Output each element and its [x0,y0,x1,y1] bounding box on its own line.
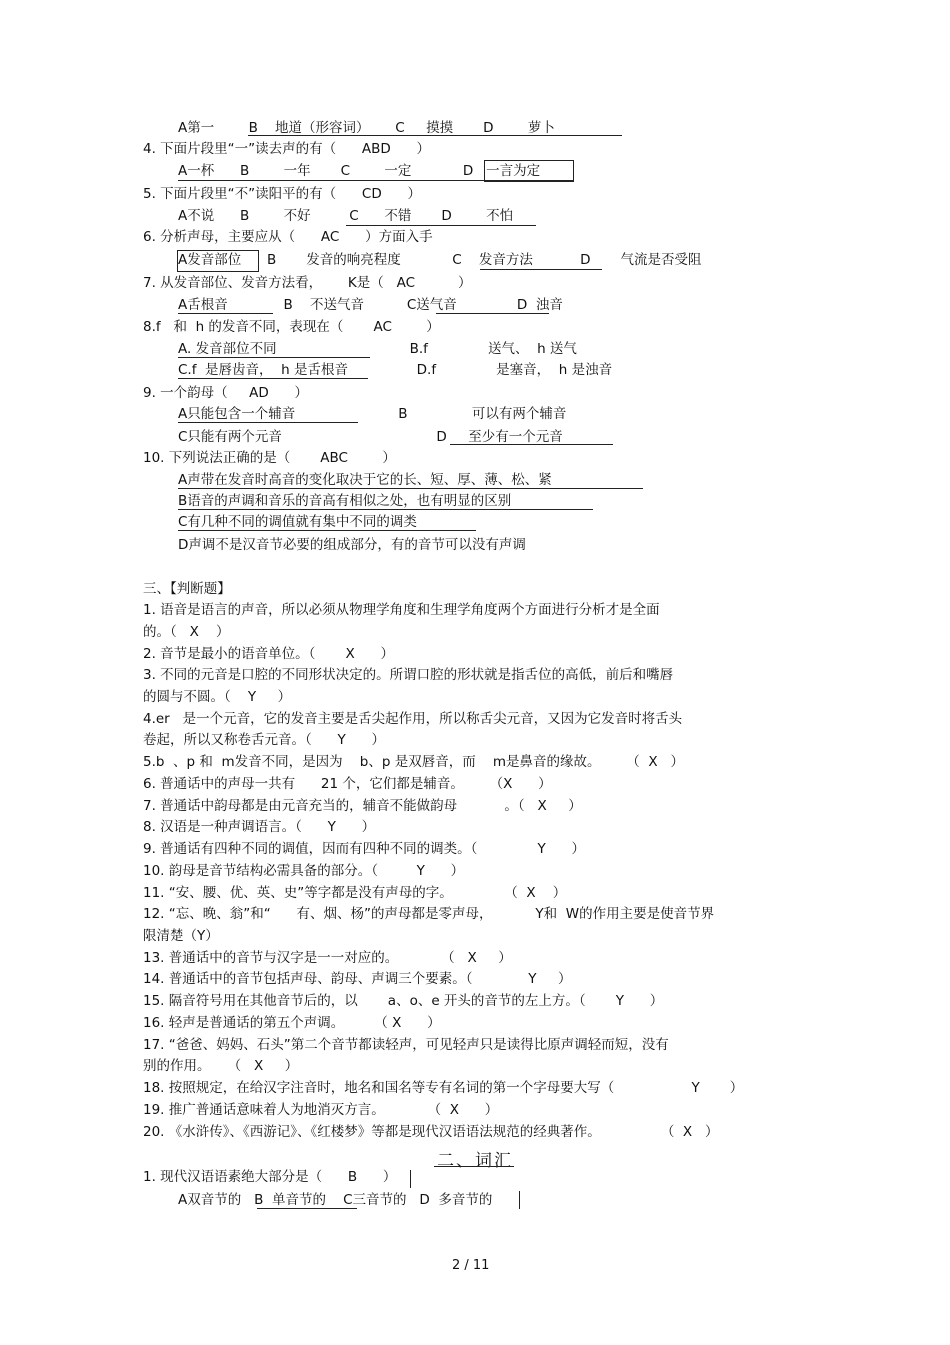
judge-17a: 17. “爸爸、妈妈、石头”第二个音节都读轻声，可见轻声只是读得比原声调轻而短，没有 [143,1037,669,1053]
judge-2: 2. 音节是最小的语音单位。（ X ） [143,646,394,662]
q7-options: A舌根音 B 不送气音 C送气音 D 浊音 [178,297,563,313]
underline [248,135,622,136]
judge-4a: 4.er 是一个元音，它的发音主要是舌尖起作用，所以称舌尖元音，又因为它发音时将舌头 [143,711,683,727]
judge-6: 6. 普通话中的声母一共有 21 个，它们都是辅音。 （X ） [143,776,552,792]
q3-options: A第一 B 地道（形容词） C 摸摸 D 萝卜 [178,120,555,136]
judge-11: 11. “安、腰、优、英、史”等字都是没有声母的字。 （ X ） [143,885,567,901]
vocab-q1-stem: 1. 现代汉语语素绝大部分是（ B ） [143,1169,397,1185]
answer-box [484,160,574,182]
q7-stem: 7. 从发音部位、发音方法看， K是（ AC ） [143,275,472,291]
underline [178,313,273,314]
q9-options-ab: A只能包含一个辅音 B 可以有两个辅音 [178,406,567,422]
q10-option-b: B语音的声调和音乐的音高有相似之处，也有明显的区别 [178,493,512,509]
q9-options-cd: C只能有两个元音 D 至少有一个元音 [178,429,563,445]
judge-heading: 三、【判断题】 [143,581,231,597]
q5-options: A不说 B 不好 C 不错 D 不怕 [178,208,514,224]
q4-stem: 4. 下面片段里“一”读去声的有（ ABD ） [143,141,431,157]
answer-box [177,250,259,272]
underline [346,225,536,226]
judge-9: 9. 普通话有四种不同的调值，因而有四种不同的调类。（ Y ） [143,841,585,857]
underline [519,1191,520,1209]
q10-option-d: D声调不是汉音节必要的组成部分，有的音节可以没有声调 [178,537,526,553]
judge-1b: 的。（ X ） [143,624,230,640]
q10-stem: 10. 下列说法正确的是（ ABC ） [143,450,396,466]
underline [434,1166,514,1167]
q9-stem: 9. 一个韵母（ AD ） [143,385,309,401]
q8-options-ab: A. 发音部位不同 B.f 送气、 h 送气 [178,341,577,357]
vocab-q1-options: A双音节的 B 单音节的 C三音节的 D 多音节的 [178,1192,493,1208]
q6-stem: 6. 分析声母，主要应从（ AC ）方面入手 [143,229,433,245]
underline [257,1208,357,1209]
underline [178,422,358,423]
underline [436,313,549,314]
section-title: 二、词汇 [437,1151,513,1171]
underline [178,378,368,379]
judge-12a: 12. “忘、晚、翁”和“ 有、烟、杨”的声母都是零声母， Y和 W的作用主要是使音节界 [143,906,715,922]
q5-stem: 5. 下面片段里“不”读阳平的有（ CD ） [143,186,421,202]
underline [178,488,643,489]
judge-12b: 限清楚（Y） [143,928,219,944]
judge-17b: 别的作用。 （ X ） [143,1058,299,1074]
underline [480,269,602,270]
judge-15: 15. 隔音符号用在其他音节后的，以 a、o、e 开头的音节的左上方。（ Y ） [143,993,664,1009]
judge-7: 7. 普通话中韵母都是由元音充当的，辅音不能做韵母 。（ X ） [143,798,582,814]
judge-18: 18. 按照规定，在给汉字注音时，地名和国名等专有名词的第一个字母要大写（ Y ） [143,1080,744,1096]
judge-4b: 卷起，所以又称卷舌元音。（ Y ） [143,732,385,748]
judge-13: 13. 普通话中的音节与汉字是一一对应的。 （ X ） [143,950,512,966]
judge-10: 10. 韵母是音节结构必需具备的部分。（ Y ） [143,863,465,879]
judge-8: 8. 汉语是一种声调语言。（ Y ） [143,819,376,835]
underline [450,444,613,445]
underline [178,509,593,510]
q4-options: A一杯 B 一年 C 一定 D 一言为定 [178,163,541,179]
q8-options-cd: C.f 是唇齿音， h 是舌根音 D.f 是塞音， h 是浊音 [178,362,613,378]
judge-16: 16. 轻声是普通话的第五个声调。 （ X ） [143,1015,441,1031]
underline [178,357,370,358]
underline [178,530,476,531]
page-number: 2 / 11 [452,1258,490,1273]
q10-option-c: C有几种不同的调值就有集中不同的调类 [178,514,417,530]
q8-stem: 8.f 和 h 的发音不同，表现在（ AC ） [143,319,440,335]
q6-options: A发音部位 B 发音的响亮程度 C 发音方法 D 气流是否受阻 [178,252,702,268]
judge-1a: 1. 语音是语言的声音，所以必须从物理学角度和生理学角度两个方面进行分析才是全面 [143,602,660,618]
judge-20: 20. 《水浒传》、《西游记》、《红楼梦》等都是现代汉语语法规范的经典著作。 （ X ） [143,1124,719,1140]
underline [410,1170,411,1188]
judge-5: 5.b 、p 和 m发音不同，是因为 b、p 是双唇音，而 m是鼻音的缘故。 （ X ） [143,754,684,770]
judge-19: 19. 推广普通话意味着人为地消灭方言。 （ X ） [143,1102,499,1118]
q10-option-a: A声带在发音时高音的变化取决于它的长、短、厚、薄、松、紧 [178,472,552,488]
judge-3b: 的圆与不圆。（ Y ） [143,689,292,705]
judge-3a: 3. 不同的元音是口腔的不同形状决定的。所谓口腔的形状就是指舌位的高低，前后和嘴唇 [143,667,674,683]
judge-14: 14. 普通话中的音节包括声母、韵母、声调三个要素。（ Y ） [143,971,572,987]
